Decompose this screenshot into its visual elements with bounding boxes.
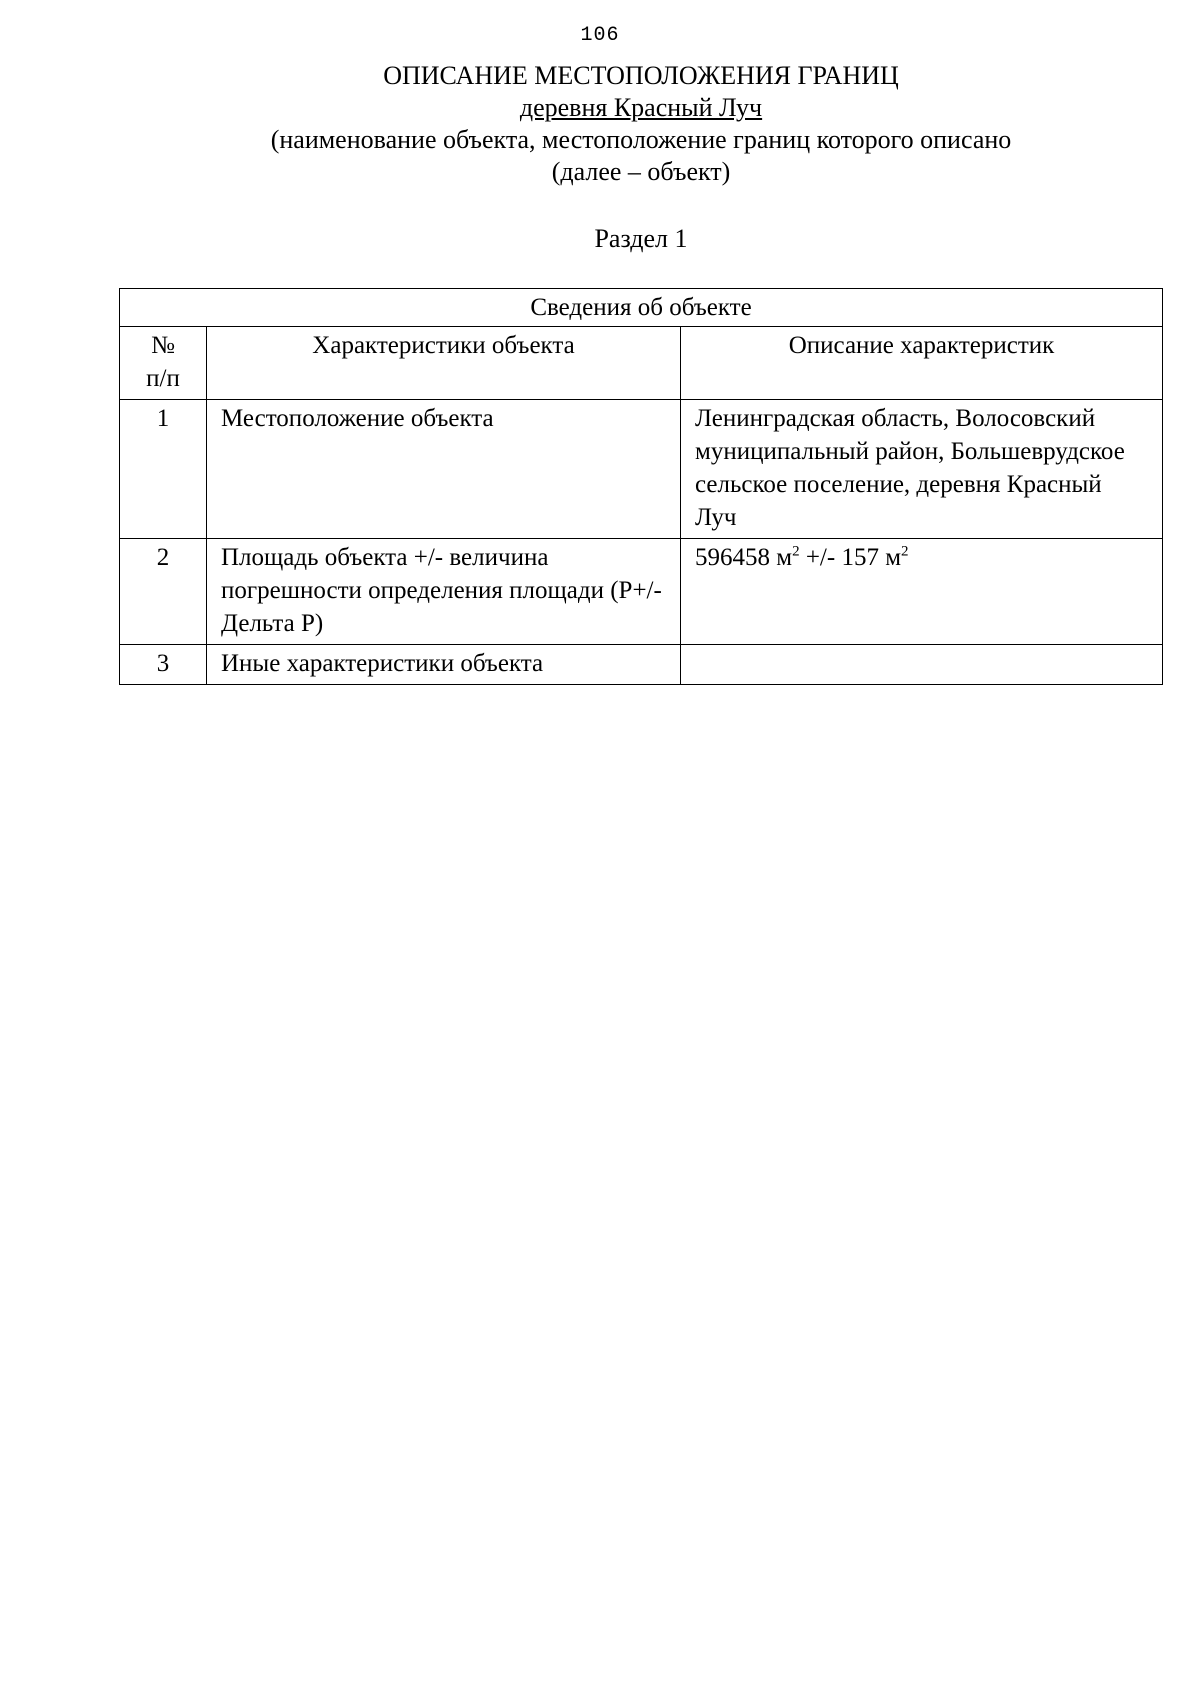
page-number: 106 xyxy=(580,24,620,47)
row-number: 2 xyxy=(120,539,207,645)
section-title: Раздел 1 xyxy=(594,224,688,253)
column-header-description: Описание характеристик xyxy=(681,327,1163,400)
table-caption: Сведения об объекте xyxy=(120,289,1163,327)
table-row xyxy=(120,645,1163,685)
row-characteristic: Местоположение объекта xyxy=(207,400,681,539)
object-info-table xyxy=(119,288,1163,685)
table-row xyxy=(120,539,1163,645)
table-header-row xyxy=(120,327,1163,400)
row-number: 3 xyxy=(120,645,207,685)
row-description xyxy=(681,539,1163,645)
column-header-number xyxy=(120,327,207,400)
row-description xyxy=(681,645,1163,685)
document-header xyxy=(0,60,1200,188)
table-caption-row xyxy=(120,289,1163,327)
subtitle-line-1: (наименование объекта, местоположение границ которого описано xyxy=(270,125,1012,154)
column-header-number-line1: № xyxy=(151,332,175,359)
row-characteristic: Площадь объекта +/- величина погрешности определения площади (Р+/- Дельта Р) xyxy=(207,539,681,645)
document-title: ОПИСАНИЕ МЕСТОПОЛОЖЕНИЯ ГРАНИЦ xyxy=(383,61,899,90)
row-number: 1 xyxy=(120,400,207,539)
subtitle-line-2: (далее – объект) xyxy=(551,157,731,186)
table-row xyxy=(120,400,1163,539)
column-header-characteristics: Характеристики объекта xyxy=(207,327,681,400)
row-description: Ленинградская область, Волосовский муниципальный район, Большеврудское сельское поселение, деревня Красный Луч xyxy=(681,400,1163,539)
object-name: деревня Красный Луч xyxy=(519,93,763,122)
tolerance-unit-superscript: 2 xyxy=(901,543,909,560)
row-characteristic: Иные характеристики объекта xyxy=(207,645,681,685)
area-unit-superscript: 2 xyxy=(792,543,800,560)
area-tolerance: +/- 157 м xyxy=(799,544,902,571)
column-header-number-line2: п/п xyxy=(146,365,180,392)
area-value: 596458 м xyxy=(695,544,793,571)
